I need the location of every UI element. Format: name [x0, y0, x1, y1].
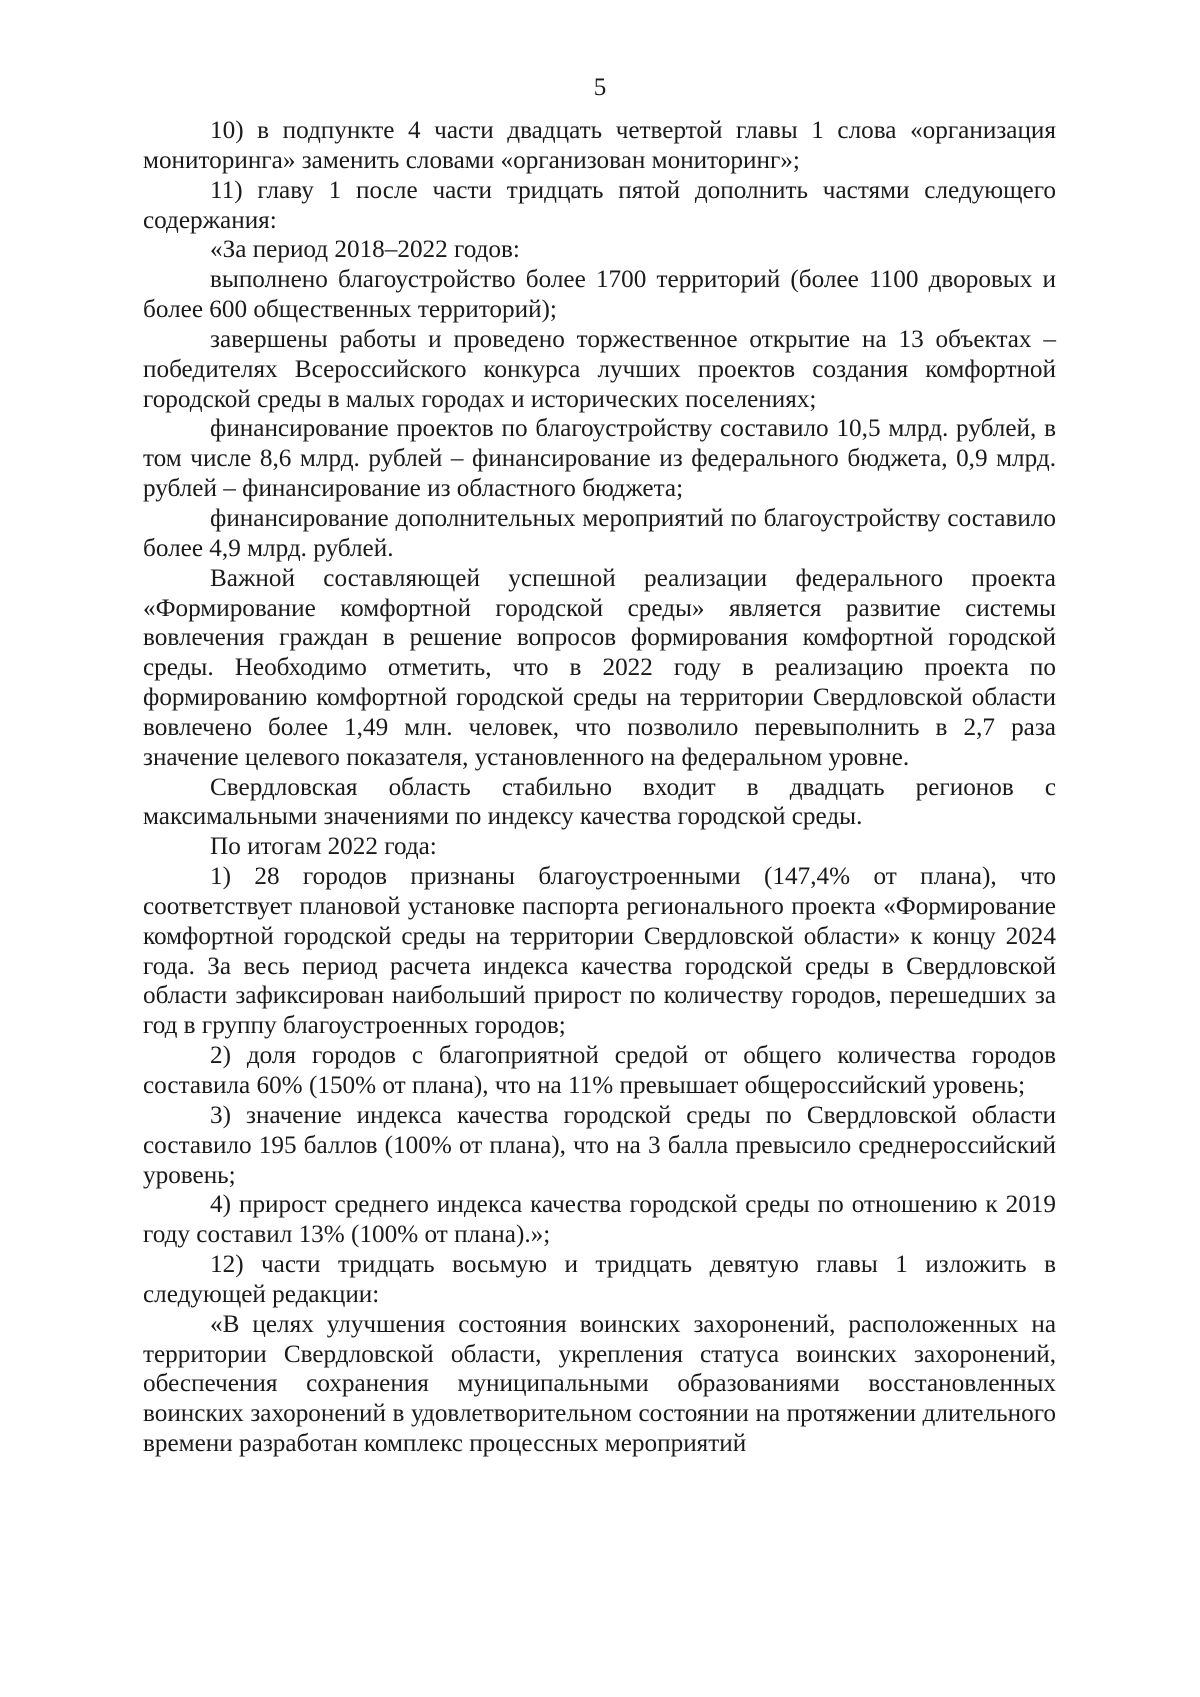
document-body [143, 116, 1056, 1459]
paragraph-results-heading: По итогам 2022 года: [210, 833, 437, 861]
paragraph-military-graves: «В целях улучшения состояния воинских захоронений, расположенных на территории Свердловской области, укрепления статуса воинских захоронений, обеспечения сохранения муниципальными образованиями восстановленных воинских захоронений в удовлетворительном состоянии на протяжении длительного времени разработан комплекс процессных мероприятий [143, 1310, 1056, 1458]
page-number: 5 [593, 74, 607, 101]
paragraph-result-2: 2) доля городов с благоприятной средой от общего количества городов составила 60% (150% от плана), что на 11% превышает общероссийский уровень; [143, 1042, 1056, 1099]
paragraph-additional-financing: финансирование дополнительных мероприятий по благоустройству составило более 4,9 млрд. рублей. [143, 504, 1056, 562]
paragraph-item-11: 11) главу 1 после части тридцать пятой дополнить частями следующего содержания: [143, 176, 1056, 234]
paragraph-citizen-involvement: Важной составляющей успешной реализации федерального проекта «Формирование комфортной городской среды» является развитие системы вовлечения граждан в решение вопросов формирования комфортной городской среды. Необходимо отметить, что в 2022 году в реализацию проекта по формированию комфортной городской среды на территории Свердловской области вовлечено более 1,49 млн. человек, что позволило перевыполнить в 2,7 раза значение целевого показателя, установленного на федеральном уровне. [143, 564, 1056, 771]
paragraph-item-10: 10) в подпункте 4 части двадцать четвертой главы 1 слова «организация мониторинга» заменить словами «организован мониторинг»; [143, 117, 1056, 174]
paragraph-financing: финансирование проектов по благоустройству составило 10,5 млрд. рублей, в том числе 8,6 млрд. рублей – финансирование из федерального бюджета, 0,9 млрд. рублей – финансирование из областного бюджета; [143, 415, 1056, 503]
paragraph-result-1: 1) 28 городов признаны благоустроенными (147,4% от плана), что соответствует плановой установке паспорта регионального проекта «Формирование комфортной городской среды на территории Свердловской области» к концу 2024 года. За весь период расчета индекса качества городской среды в Свердловской области зафиксирован наибольший прирост по количеству городов, перешедших за год в группу благоустроенных городов; [143, 863, 1056, 1040]
paragraph-result-3: 3) значение индекса качества городской среды по Свердловской области составило 195 баллов (100% от плана), что на 3 балла превысило среднероссийский уровень; [143, 1101, 1056, 1189]
paragraph-item-12: 12) части тридцать восьмую и тридцать девятую главы 1 изложить в следующей редакции: [143, 1251, 1056, 1308]
paragraph-territories: выполнено благоустройство более 1700 территорий (более 1100 дворовых и более 600 общественных территорий); [143, 266, 1056, 324]
paragraph-contest-objects: завершены работы и проведено торжественное открытие на 13 объектах – победителях Всероссийского конкурса лучших проектов создания комфортной городской среды в малых городах и исторических поселениях; [143, 325, 1056, 413]
paragraph-result-4: 4) прирост среднего индекса качества городской среды по отношению к 2019 году составил 13% (100% от плана).»; [143, 1191, 1056, 1249]
paragraph-period-heading: «За период 2018–2022 годов: [210, 236, 520, 264]
paragraph-region-ranking: Свердловская область стабильно входит в двадцать регионов с максимальными значениями по индексу качества городской среды. [143, 773, 1056, 831]
